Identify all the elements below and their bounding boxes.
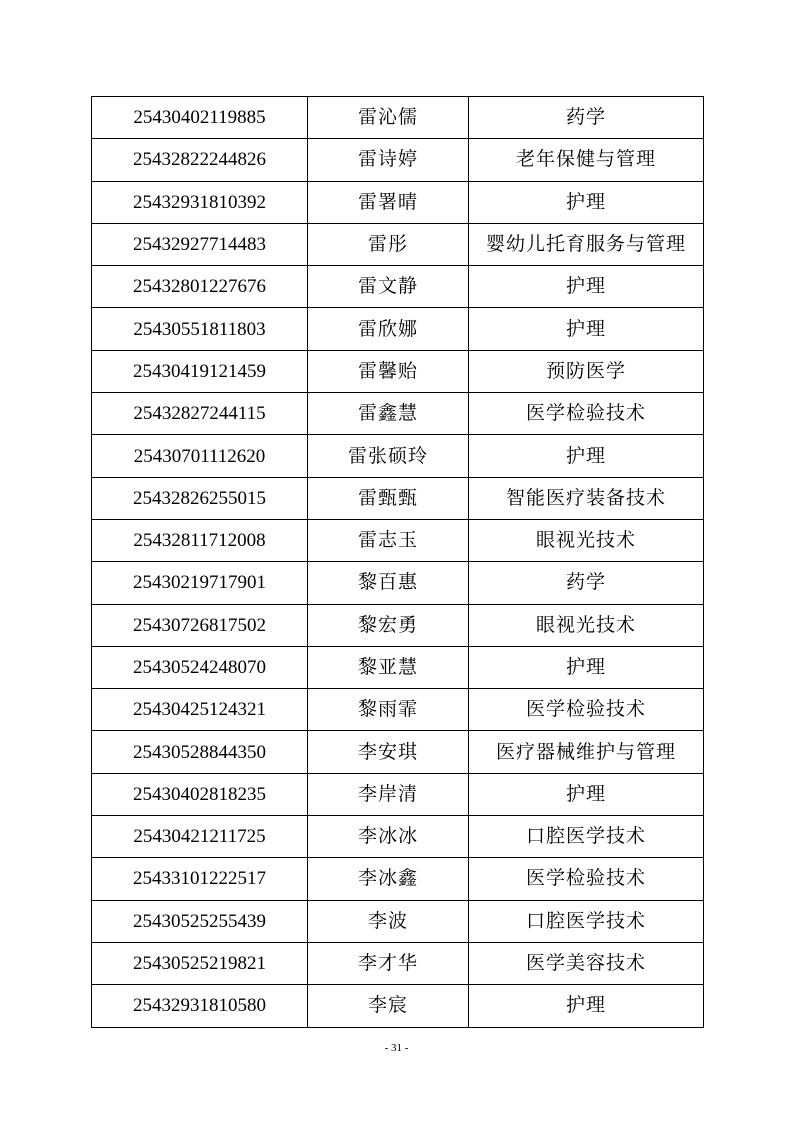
table-row [92, 604, 704, 646]
table-row [92, 393, 704, 435]
candidate-id-cell: 25432927714483 [92, 223, 308, 265]
major-cell: 护理 [469, 435, 704, 477]
major-cell: 医学检验技术 [469, 393, 704, 435]
candidate-id-cell: 25432931810580 [92, 985, 308, 1027]
student-table [91, 96, 704, 1028]
student-name-cell: 黎百惠 [308, 562, 469, 604]
candidate-id-cell: 25430525255439 [92, 900, 308, 942]
candidate-id-cell: 25430421211725 [92, 816, 308, 858]
table-row [92, 181, 704, 223]
student-name-cell: 雷馨贻 [308, 350, 469, 392]
major-cell: 婴幼儿托育服务与管理 [469, 223, 704, 265]
table-row [92, 139, 704, 181]
table-row [92, 435, 704, 477]
student-name-cell: 雷欣娜 [308, 308, 469, 350]
table-row [92, 223, 704, 265]
table-row [92, 477, 704, 519]
student-name-cell: 雷文静 [308, 266, 469, 308]
major-cell: 护理 [469, 181, 704, 223]
student-name-cell: 黎雨霏 [308, 689, 469, 731]
candidate-id-cell: 25432931810392 [92, 181, 308, 223]
student-name-cell: 雷甄甄 [308, 477, 469, 519]
student-name-cell: 雷鑫慧 [308, 393, 469, 435]
student-name-cell: 李宸 [308, 985, 469, 1027]
major-cell: 智能医疗装备技术 [469, 477, 704, 519]
major-cell: 护理 [469, 773, 704, 815]
candidate-id-cell: 25430425124321 [92, 689, 308, 731]
major-cell: 药学 [469, 97, 704, 139]
student-name-cell: 李波 [308, 900, 469, 942]
candidate-id-cell: 25433101222517 [92, 858, 308, 900]
candidate-id-cell: 25430219717901 [92, 562, 308, 604]
table-row [92, 350, 704, 392]
table-row [92, 773, 704, 815]
table-row [92, 519, 704, 561]
major-cell: 医学检验技术 [469, 858, 704, 900]
student-name-cell: 李才华 [308, 942, 469, 984]
major-cell: 护理 [469, 985, 704, 1027]
student-name-cell: 李冰冰 [308, 816, 469, 858]
table-row [92, 858, 704, 900]
student-name-cell: 雷张硕玲 [308, 435, 469, 477]
table-row [92, 985, 704, 1027]
major-cell: 医疗器械维护与管理 [469, 731, 704, 773]
major-cell: 医学检验技术 [469, 689, 704, 731]
candidate-id-cell: 25430402119885 [92, 97, 308, 139]
student-name-cell: 雷沁儒 [308, 97, 469, 139]
table-row [92, 900, 704, 942]
major-cell: 护理 [469, 308, 704, 350]
candidate-id-cell: 25430726817502 [92, 604, 308, 646]
major-cell: 口腔医学技术 [469, 816, 704, 858]
candidate-id-cell: 25430701112620 [92, 435, 308, 477]
table-row [92, 308, 704, 350]
major-cell: 护理 [469, 646, 704, 688]
student-name-cell: 雷彤 [308, 223, 469, 265]
candidate-id-cell: 25430524248070 [92, 646, 308, 688]
candidate-id-cell: 25430525219821 [92, 942, 308, 984]
candidate-id-cell: 25432801227676 [92, 266, 308, 308]
candidate-id-cell: 25432811712008 [92, 519, 308, 561]
student-list [91, 96, 703, 1028]
student-name-cell: 雷诗婷 [308, 139, 469, 181]
table-row [92, 97, 704, 139]
candidate-id-cell: 25430528844350 [92, 731, 308, 773]
table-row [92, 731, 704, 773]
student-name-cell: 黎亚慧 [308, 646, 469, 688]
major-cell: 眼视光技术 [469, 519, 704, 561]
candidate-id-cell: 25432827244115 [92, 393, 308, 435]
candidate-id-cell: 25430551811803 [92, 308, 308, 350]
table-row [92, 816, 704, 858]
student-name-cell: 李安琪 [308, 731, 469, 773]
candidate-id-cell: 25432822244826 [92, 139, 308, 181]
table-row [92, 562, 704, 604]
candidate-id-cell: 25430419121459 [92, 350, 308, 392]
student-name-cell: 黎宏勇 [308, 604, 469, 646]
table-body [92, 97, 704, 1028]
major-cell: 眼视光技术 [469, 604, 704, 646]
student-name-cell: 雷署晴 [308, 181, 469, 223]
major-cell: 预防医学 [469, 350, 704, 392]
candidate-id-cell: 25430402818235 [92, 773, 308, 815]
table-row [92, 646, 704, 688]
major-cell: 医学美容技术 [469, 942, 704, 984]
candidate-id-cell: 25432826255015 [92, 477, 308, 519]
student-name-cell: 李冰鑫 [308, 858, 469, 900]
major-cell: 药学 [469, 562, 704, 604]
major-cell: 口腔医学技术 [469, 900, 704, 942]
major-cell: 护理 [469, 266, 704, 308]
student-name-cell: 李岸清 [308, 773, 469, 815]
student-name-cell: 雷志玉 [308, 519, 469, 561]
table-row [92, 942, 704, 984]
table-row [92, 689, 704, 731]
page-number: - 31 - [384, 1042, 409, 1054]
table-row [92, 266, 704, 308]
major-cell: 老年保健与管理 [469, 139, 704, 181]
